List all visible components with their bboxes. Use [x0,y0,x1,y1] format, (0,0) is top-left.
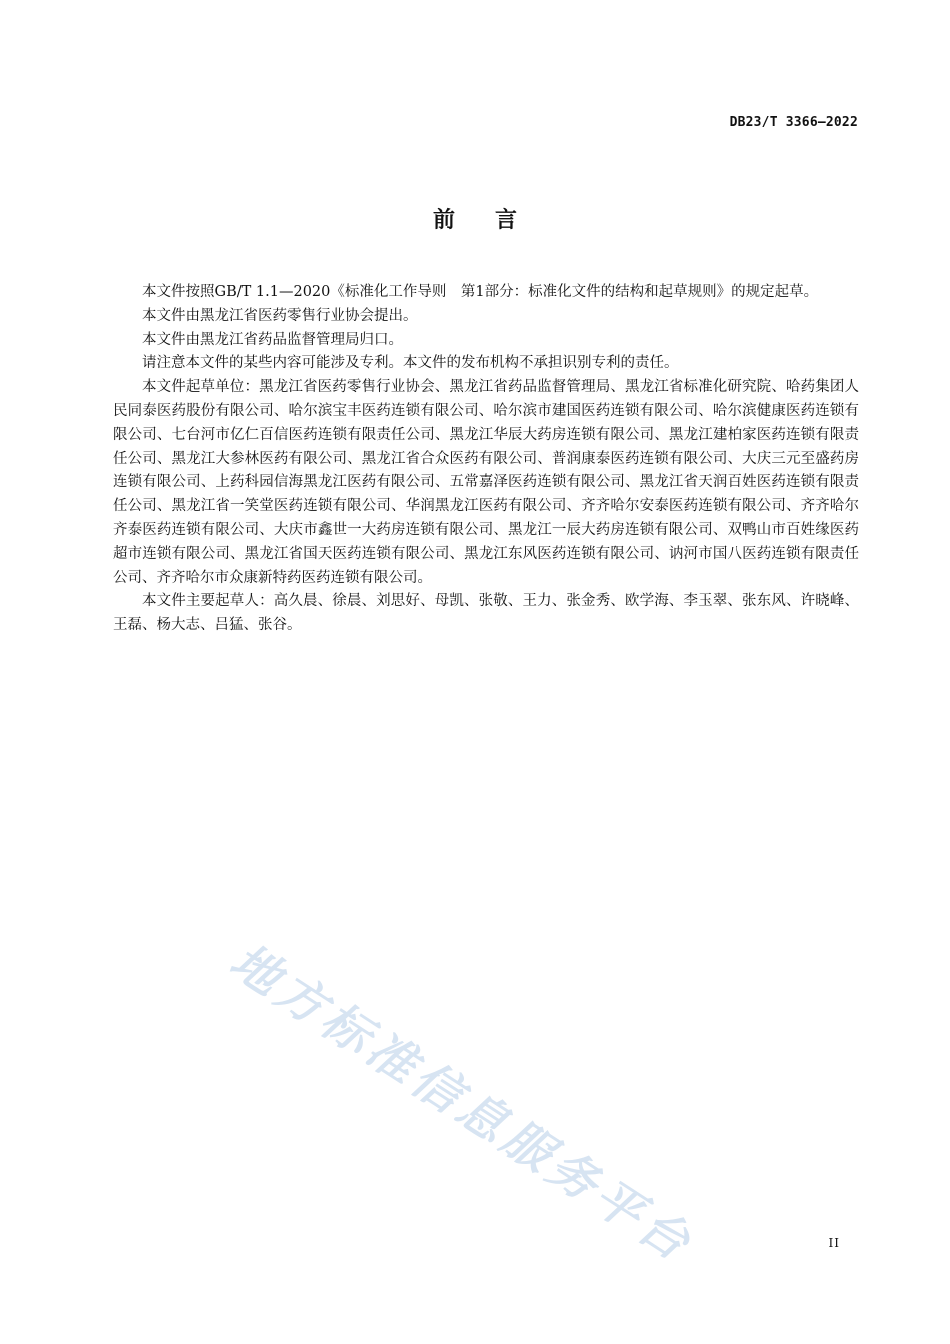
foreword-body [113,281,859,638]
paragraph-drafting-units: 本文件起草单位：黑龙江省医药零售行业协会、黑龙江省药品监督管理局、黑龙江省标准化研究院、哈药集团人民同泰医药股份有限公司、哈尔滨宝丰医药连锁有限公司、哈尔滨市建国医药连锁有限公司、哈尔滨健康医药连锁有限公司、七台河市亿仁百信医药连锁有限责任公司、黑龙江华辰大药房连锁有限公司、黑龙江建柏家医药连锁有限责任公司、黑龙江大参林医药有限公司、黑龙江省合众医药有限公司、普润康泰医药连锁有限公司、大庆三元至盛药房连锁有限公司、上药科园信海黑龙江医药有限公司、五常嘉泽医药连锁有限公司、黑龙江省天润百姓医药连锁有限责任公司、黑龙江省一笑堂医药连锁有限公司、华润黑龙江医药有限公司、齐齐哈尔安泰医药连锁有限公司、齐齐哈尔齐泰医药连锁有限公司、大庆市鑫世一大药房连锁有限公司、黑龙江一辰大药房连锁有限公司、双鸭山市百姓缘医药超市连锁有限公司、黑龙江省国天医药连锁有限公司、黑龙江东风医药连锁有限公司、讷河市国八医药连锁有限责任公司、齐齐哈尔市众康新特药医药连锁有限公司。 [113,379,859,586]
paragraph-patent-notice: 请注意本文件的某些内容可能涉及专利。本文件的发布机构不承担识别专利的责任。 [142,355,679,372]
page-title: 前言 [432,208,557,233]
paragraph-proposer: 本文件由黑龙江省医药零售行业协会提出。 [142,307,418,324]
watermark: 地方标准信息服务平台 [220,932,704,1274]
paragraph-drafters: 本文件主要起草人：高久晨、徐晨、刘思好、母凯、张敬、王力、张金秀、欧学海、李玉翠、张东风、许晓峰、王磊、杨大志、吕猛、张谷。 [113,593,859,634]
document-code: DB23/T 3366—2022 [729,115,858,130]
paragraph-drafting-basis: 本文件按照GB/T 1.1—2020《标准化工作导则 第1部分：标准化文件的结构和起草规则》的规定起草。 [142,284,819,300]
page-number: II [828,1236,840,1250]
paragraph-administrator: 本文件由黑龙江省药品监督管理局归口。 [142,331,403,348]
